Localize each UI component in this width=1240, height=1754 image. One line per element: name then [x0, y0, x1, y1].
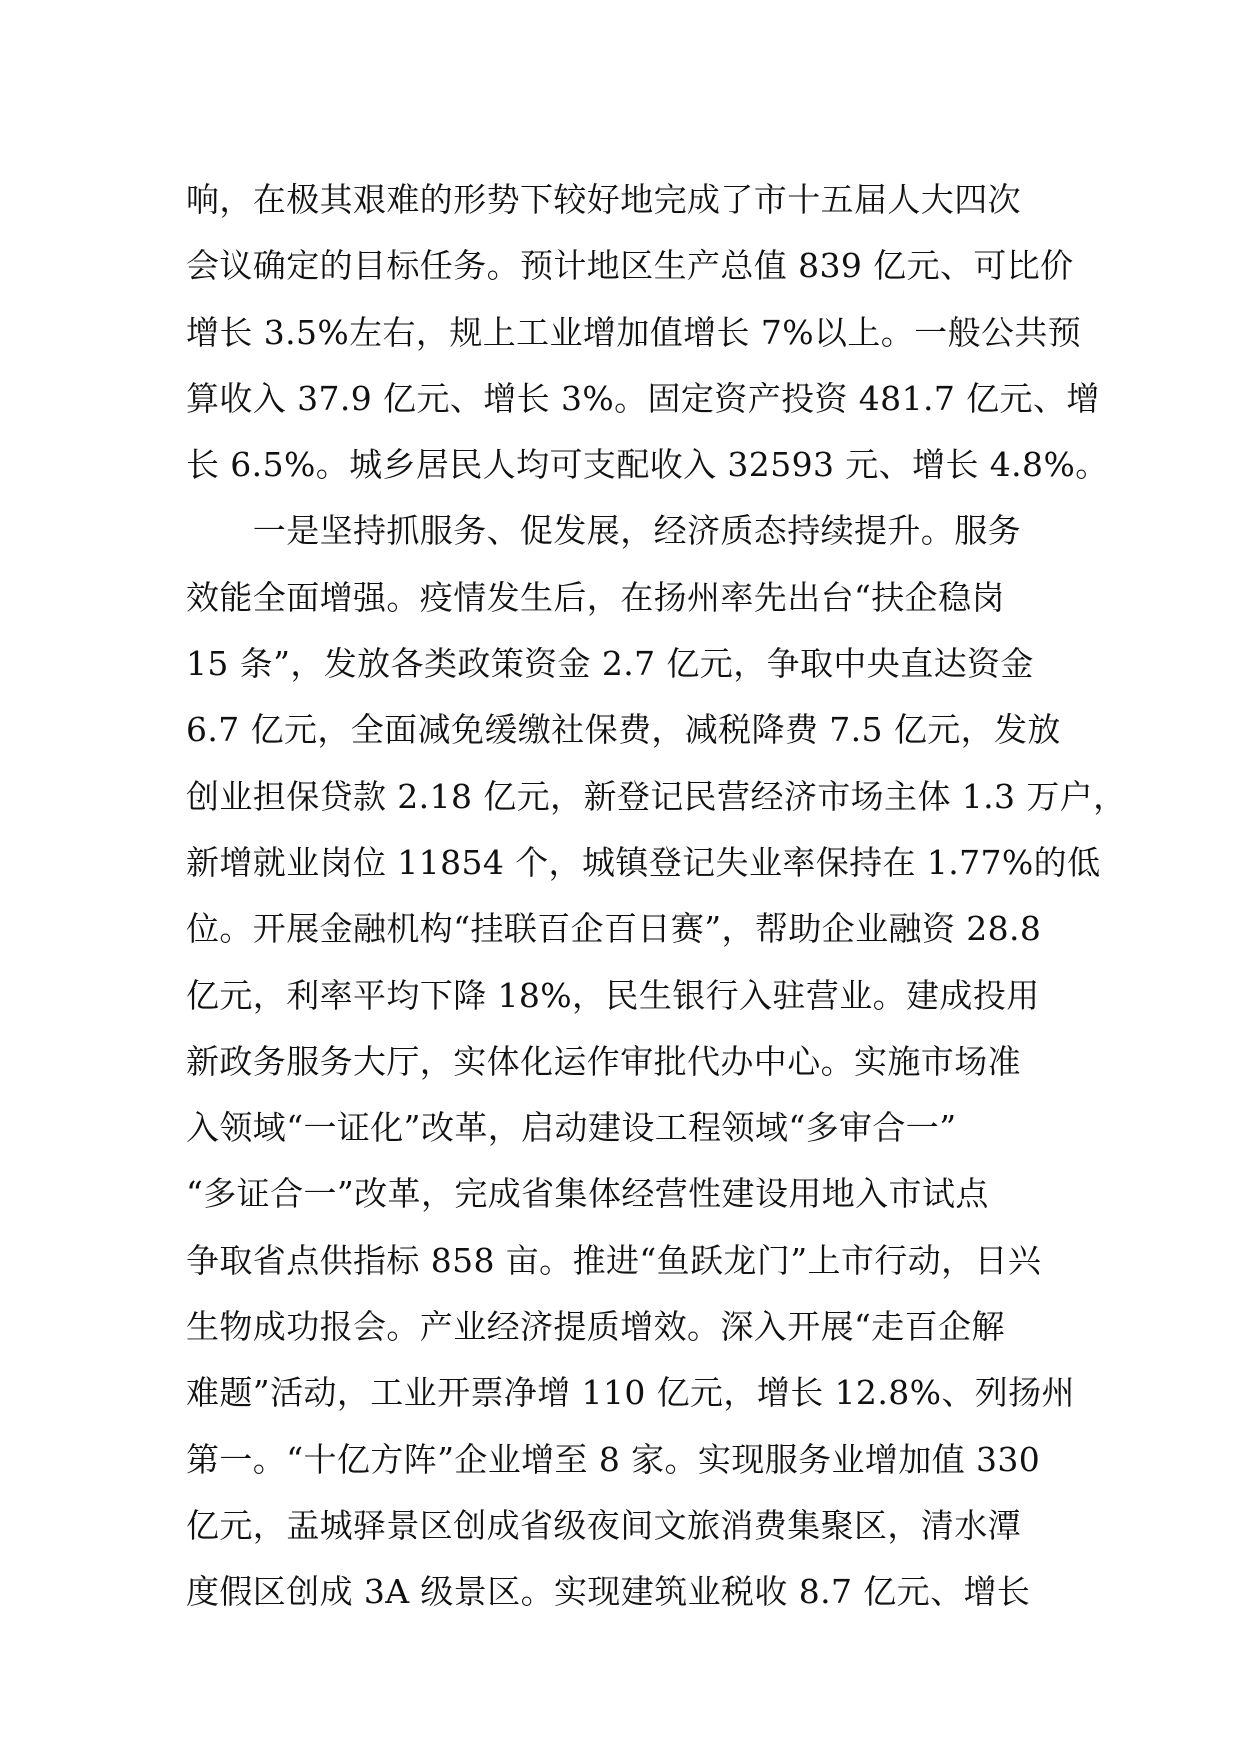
text-line: 增长 3.5%左右，规上工业增加值增长 7%以上。一般公共预 [186, 312, 1082, 352]
text-line: 入领域“一证化”改革，启动建设工程领域“多审合一” [186, 1108, 957, 1148]
text-line: 创业担保贷款 2.18 亿元，新登记民营经济市场主体 1.3 万户， [186, 776, 1127, 816]
text-line: 响，在极其艰难的形势下较好地完成了市十五届人大四次 [186, 180, 1021, 219]
text-line: 15 条”，发放各类政策资金 2.7 亿元，争取中央直达资金 [186, 644, 1034, 684]
text-line: 算收入 37.9 亿元、增长 3%。固定资产投资 481.7 亿元、增 [186, 378, 1100, 418]
text-line: 新增就业岗位 11854 个，城镇登记失业率保持在 1.77%的低 [186, 842, 1101, 882]
text-line: “多证合一”改革，完成省集体经营性建设用地入市试点 [186, 1174, 989, 1214]
text-line: 会议确定的目标任务。预计地区生产总值 839 亿元、可比价 [186, 246, 1074, 286]
text-line: 难题”活动，工业开票净增 110 亿元，增长 12.8%、列扬州 [186, 1373, 1075, 1413]
text-line: 亿元，盂城驿景区创成省级夜间文旅消费集聚区，清水潭 [186, 1505, 1021, 1545]
text-line: 新政务服务大厅，实体化运作审批代办中心。实施市场准 [186, 1041, 1021, 1081]
text-line: 度假区创成 3A 级景区。实现建筑业税收 8.7 亿元、增长 [186, 1572, 1031, 1612]
text-line: 6.7 亿元，全面减免缓缴社保费，减税降费 7.5 亿元，发放 [186, 710, 1061, 750]
paragraph-start-line: 一是坚持抓服务、促发展，经济质态持续提升。服务 [186, 511, 1021, 551]
body-text [186, 167, 1127, 1626]
text-line: 长 6.5%。城乡居民人均可支配收入 32593 元、增长 4.8%。 [186, 445, 1109, 485]
text-line: 争取省点供指标 858 亩。推进“鱼跃龙门”上市行动，日兴 [186, 1240, 1042, 1280]
text-line: 效能全面增强。疫情发生后，在扬州率先出台“扶企稳岗 [186, 577, 1005, 617]
text-line: 亿元，利率平均下降 18%，民生银行入驻营业。建成投用 [186, 975, 1040, 1015]
text-line: 第一。“十亿方阵”企业增至 8 家。实现服务业增加值 330 [186, 1439, 1041, 1479]
text-line: 位。开展金融机构“挂联百企百日赛”，帮助企业融资 28.8 [186, 909, 1042, 949]
text-line: 生物成功报会。产业经济提质增效。深入开展“走百企解 [186, 1307, 1005, 1347]
